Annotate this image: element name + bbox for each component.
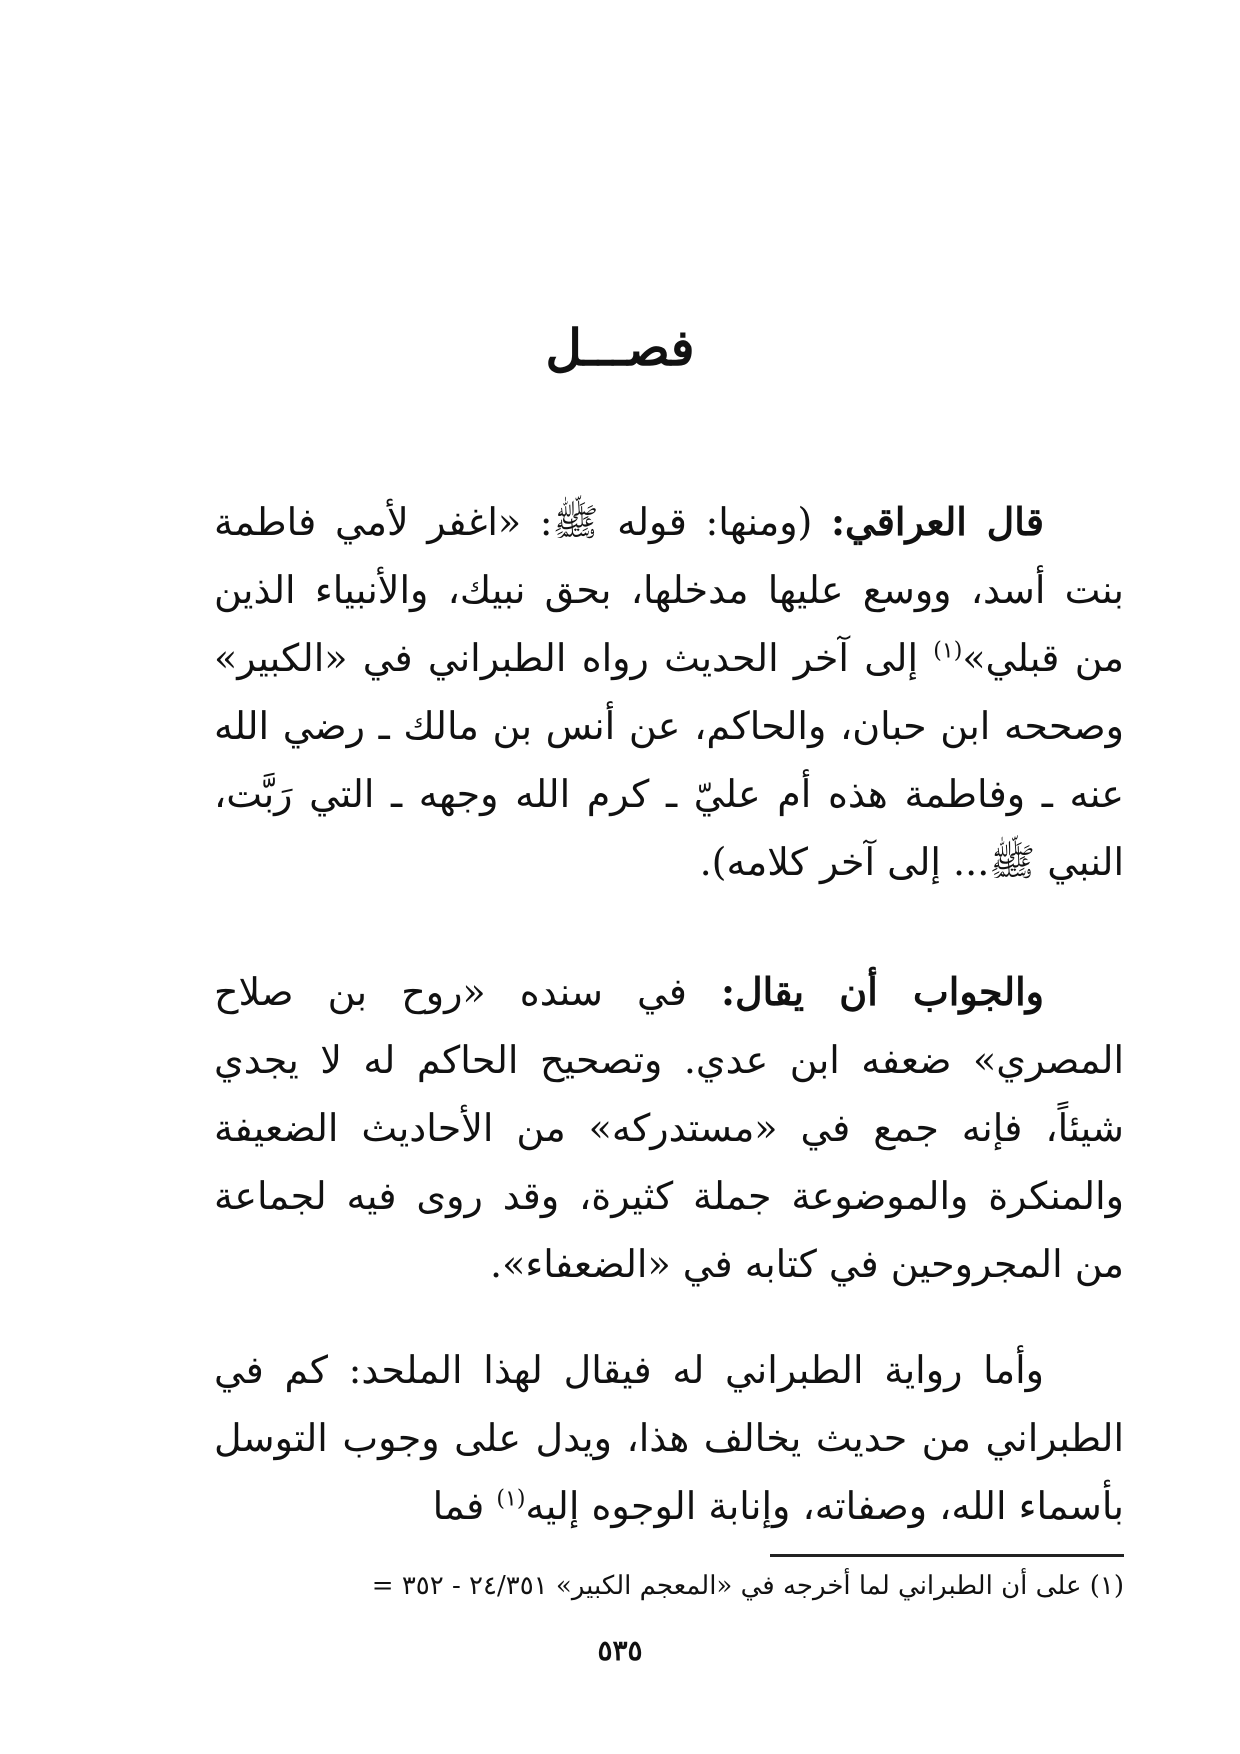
- footnote-divider: [770, 1554, 1124, 1557]
- paragraph-lead: والجواب أن يقال:: [721, 969, 1044, 1014]
- paragraph-iraqi-quote: [214, 488, 1124, 896]
- paragraph-body: وأما رواية الطبراني له فيقال لهذا الملحد: كم في الطبراني من حديث يخالف هذا، ويدل على وجوب التوسل بأسماء الله، وصفاته، وإنابة الوجوه إليه: [214, 1348, 1124, 1528]
- paragraph-text: [214, 488, 1124, 896]
- footnote: (١) على أن الطبراني لما أخرجه في «المعجم الكبير» ٢٤/٣٥١ - ٣٥٢ =: [371, 1571, 1124, 1601]
- paragraph-answer: [214, 958, 1124, 1298]
- paragraph-body-continued: فما: [432, 1484, 497, 1528]
- page-number: ٥٣٥: [597, 1634, 643, 1667]
- footnote-marker: (١): [496, 1486, 526, 1512]
- paragraph-text: [214, 1336, 1124, 1540]
- paragraph-tabarani: [214, 1336, 1124, 1540]
- chapter-heading: فصـــل: [545, 318, 695, 377]
- paragraph-text: [214, 958, 1124, 1298]
- paragraph-lead: قال العراقي:: [831, 499, 1044, 544]
- paragraph-body-continued: إلى آخر الحديث رواه الطبراني في «الكبير» وصححه ابن حبان، والحاكم، عن أنس بن مالك ـ رضي الله عنه ـ وفاطمة هذه أم عليّ ـ كرم الله وجهه ـ التي رَبَّت، النبي ﷺ... إلى آخر كلامه).: [214, 636, 1124, 884]
- footnote-marker: (١): [933, 638, 963, 664]
- paragraph-body: في سنده «روح بن صلاح المصري» ضعفه ابن عدي. وتصحيح الحاكم له لا يجدي شيئاً، فإنه جمع في «مستدركه» من الأحاديث الضعيفة والمنكرة والموضوعة جملة كثيرة، وقد روى فيه لجماعة من المجروحين في كتابه في «الضعفاء».: [214, 970, 1124, 1286]
- paragraph-body: (ومنها: قوله ﷺ: «اغفر لأمي فاطمة بنت أسد، ووسع عليها مدخلها، بحق نبيك، والأنبياء الذين من قبلي»: [214, 500, 1124, 680]
